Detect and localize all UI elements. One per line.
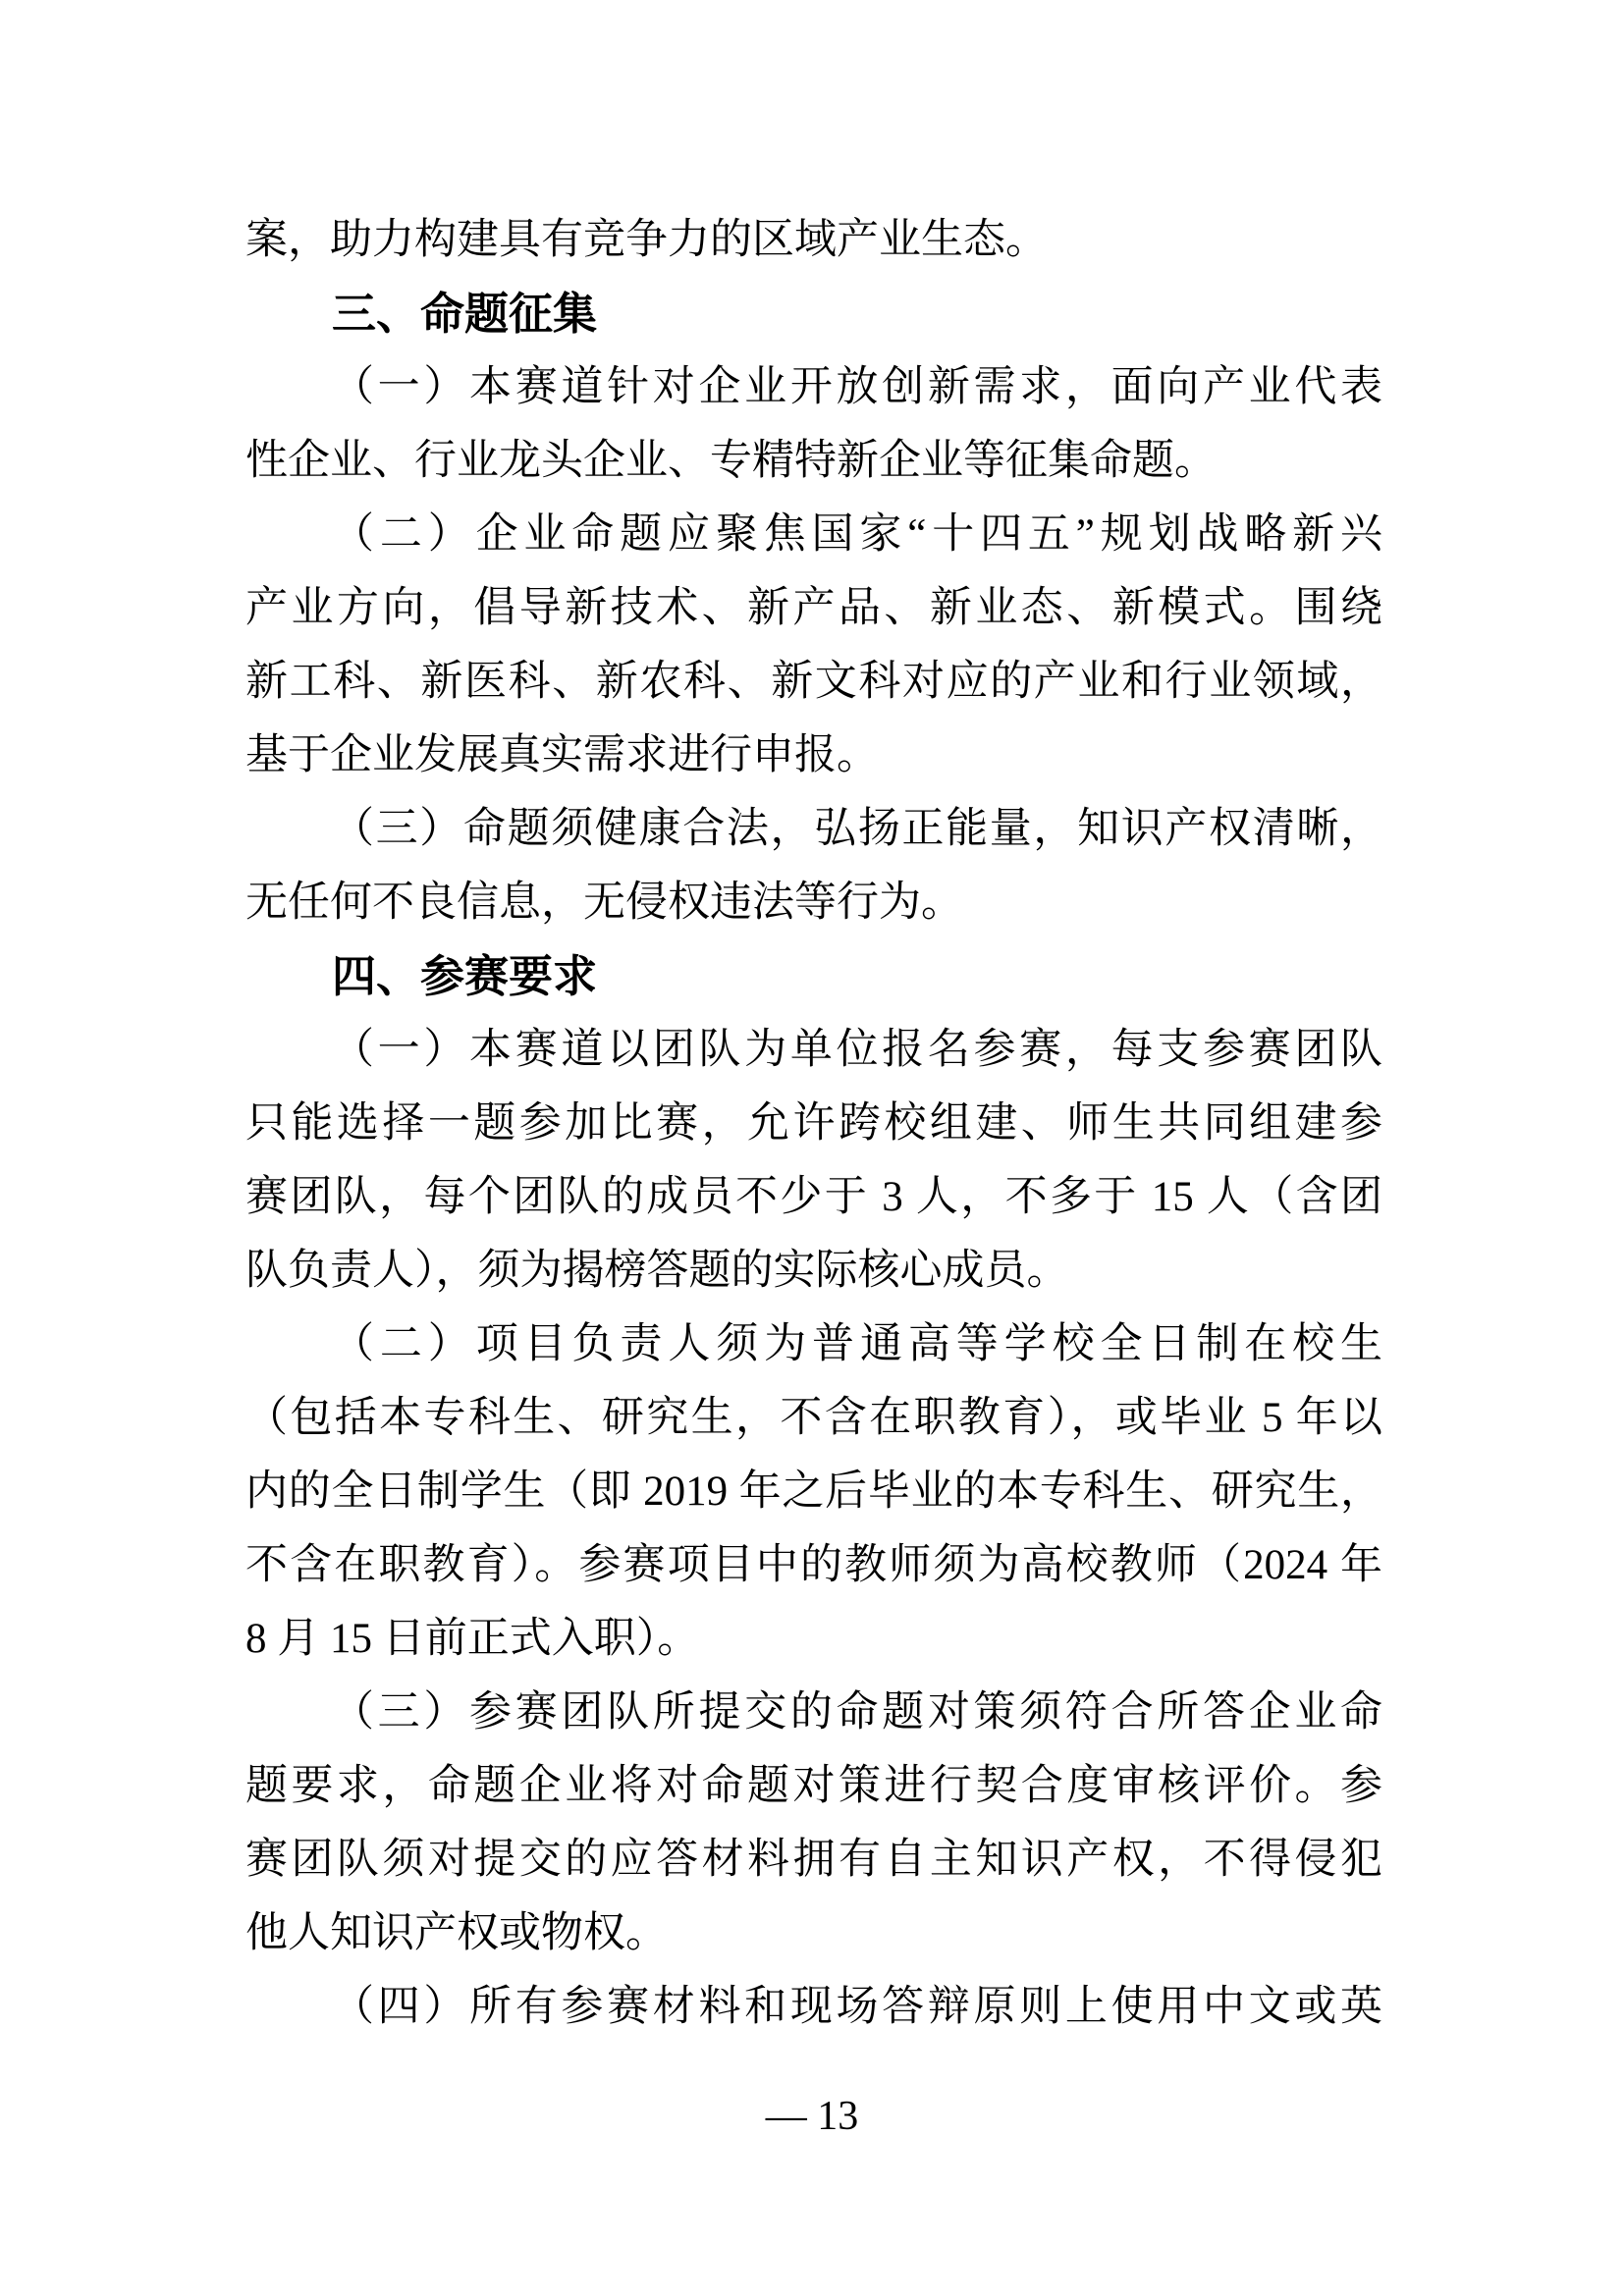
- text-line: 内的全日制学生（即 2019 年之后毕业的本专科生、研究生，: [245, 1468, 1382, 1515]
- paragraph: [245, 1013, 1382, 1308]
- text-line: 赛团队须对提交的应答材料拥有自主知识产权，不得侵犯: [245, 1837, 1382, 1883]
- text-line: 无任何不良信息，无侵权违法等行为。: [245, 880, 963, 926]
- page-number: — 13: [765, 2094, 859, 2139]
- heading-text: 四、参赛要求: [332, 951, 598, 1001]
- paragraph: [245, 1676, 1382, 1970]
- text-line: 案，助力构建具有竞争力的区域产业生态。: [245, 217, 1048, 263]
- paragraph: [245, 1308, 1382, 1676]
- text-line: （一）本赛道针对企业开放创新需求，面向产业代表: [332, 364, 1382, 410]
- text-line: 产业方向，倡导新技术、新产品、新业态、新模式。围绕: [245, 585, 1382, 631]
- paragraph: [245, 350, 1382, 498]
- text-line: 性企业、行业龙头企业、专精特新企业等征集命题。: [245, 438, 1217, 484]
- paragraph: [245, 1970, 1382, 2044]
- text-line: 新工科、新医科、新农科、新文科对应的产业和行业领域，: [245, 659, 1382, 705]
- paragraph: [245, 203, 1382, 277]
- text-line: 8 月 15 日前正式入职）。: [245, 1616, 700, 1662]
- heading-text: 三、命题征集: [332, 289, 598, 339]
- text-line: 队负责人），须为揭榜答题的实际核心成员。: [245, 1248, 1069, 1294]
- text-line: （四）所有参赛材料和现场答辩原则上使用中文或英: [332, 1984, 1382, 2030]
- text-line: （一）本赛道以团队为单位报名参赛，每支参赛团队: [332, 1027, 1382, 1073]
- section-heading-4: [245, 939, 1382, 1013]
- text-line: （二）企业命题应聚焦国家“十四五”规划战略新兴: [332, 511, 1382, 558]
- text-line: 只能选择一题参加比赛，允许跨校组建、师生共同组建参: [245, 1100, 1382, 1147]
- text-line: （三）命题须健康合法，弘扬正能量，知识产权清晰，: [332, 806, 1382, 852]
- text-line: 题要求，命题企业将对命题对策进行契合度审核评价。参: [245, 1763, 1382, 1809]
- text-line: （包括本专科生、研究生，不含在职教育），或毕业 5 年以: [245, 1395, 1382, 1441]
- text-line: 赛团队，每个团队的成员不少于 3 人，不多于 15 人（含团: [245, 1174, 1382, 1220]
- section-heading-3: [245, 277, 1382, 350]
- paragraph: [245, 792, 1382, 939]
- text-line: 不含在职教育）。参赛项目中的教师须为高校教师（2024 年: [245, 1542, 1382, 1588]
- text-line: 基于企业发展真实需求进行申报。: [245, 732, 879, 778]
- text-line: （二）项目负责人须为普通高等学校全日制在校生: [332, 1321, 1382, 1367]
- document-body: [245, 203, 1382, 2044]
- paragraph: [245, 498, 1382, 792]
- text-line: （三）参赛团队所提交的命题对策须符合所答企业命: [332, 1689, 1382, 1735]
- text-line: 他人知识产权或物权。: [245, 1910, 668, 1956]
